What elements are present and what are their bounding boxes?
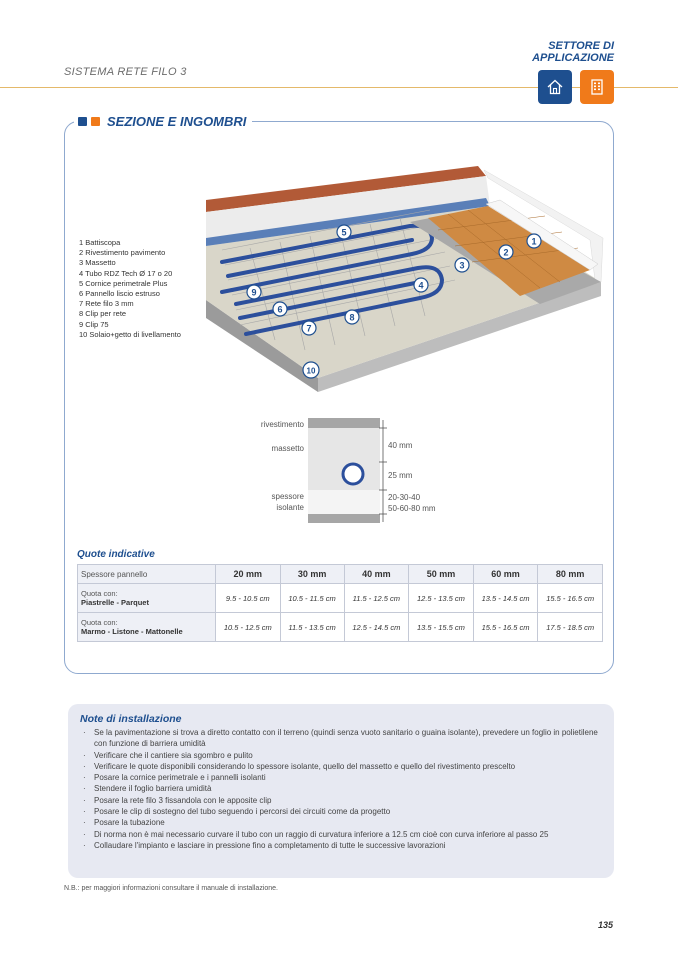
table-cell: 10.5 - 11.5 cm <box>280 584 344 613</box>
list-item: · Stendere il foglio barriera umidità <box>80 783 602 794</box>
list-item: · Verificare che il cantiere sia sgombro e pulito <box>80 750 602 761</box>
legend-item: 5 Cornice perimetrale Plus <box>79 278 168 288</box>
header-cell: 60 mm <box>473 565 538 584</box>
table-cell: 11.5 - 12.5 cm <box>344 584 409 613</box>
table-cell: 10.5 - 12.5 cm <box>216 613 281 642</box>
layer-slab <box>308 514 380 523</box>
table-row <box>78 613 603 642</box>
legend-item: 7 Rete filo 3 mm <box>79 299 134 309</box>
svg-text:8: 8 <box>349 312 355 323</box>
table-cell: 12.5 - 13.5 cm <box>409 584 474 613</box>
header-cell: 30 mm <box>280 565 344 584</box>
quote-table <box>77 564 603 642</box>
svg-text:7: 7 <box>306 323 312 334</box>
notes-title: Note di installazione <box>80 713 182 725</box>
sector-heading-line2: APPLICAZIONE <box>532 52 614 64</box>
dim-25mm: 25 mm <box>388 471 413 480</box>
legend-item: 3 Massetto <box>79 258 116 268</box>
legend-item: 2 Rivestimento pavimento <box>79 248 166 258</box>
table-cell: 15.5 - 16.5 cm <box>538 584 603 613</box>
header-cell: 50 mm <box>409 565 474 584</box>
system-title: SISTEMA RETE FILO 3 <box>64 66 187 78</box>
header-cell: 40 mm <box>344 565 409 584</box>
installation-notes <box>68 704 614 878</box>
footnote: N.B.: per maggiori informazioni consultare il manuale di installazione. <box>64 885 278 892</box>
list-item: · Di norma non è mai necessario curvare il tubo con un raggio di curvatura inferiore a 12.5 cm cioè con curva inferiore al passo 25 <box>80 829 602 840</box>
header-cell: 20 mm <box>216 565 281 584</box>
table-cell: 11.5 - 13.5 cm <box>280 613 344 642</box>
header-cell: Spessore pannello <box>78 565 216 584</box>
pipe-section-icon <box>343 464 363 484</box>
list-item: · Posare la tubazione <box>80 817 602 828</box>
legend-item: 1 Battiscopa <box>79 238 121 247</box>
svg-text:10: 10 <box>306 366 316 376</box>
notes-list <box>80 727 602 851</box>
svg-text:9: 9 <box>251 287 257 298</box>
list-item: · Verificare le quote disponibili considerando lo spessore isolante, quello del massetto e quello del rivestimento prescelto <box>80 761 602 772</box>
table-cell: 17.5 - 18.5 cm <box>538 613 603 642</box>
dimension-lines <box>379 420 387 522</box>
svg-text:1: 1 <box>531 236 537 247</box>
section-title-text: SEZIONE E INGOMBRI <box>107 114 247 129</box>
legend-item: 4 Tubo RDZ Tech Ø 17 o 20 <box>79 268 173 278</box>
table-cell: 9.5 - 10.5 cm <box>216 584 281 613</box>
svg-text:4: 4 <box>418 280 424 291</box>
dim-insulation-1: 20-30-40 <box>388 493 421 502</box>
row-label: Quota con: Marmo - Listone - Mattonelle <box>78 613 216 642</box>
row-label: Quota con: Piastrelle - Parquet <box>78 584 216 613</box>
layer-covering <box>308 418 380 428</box>
label-isolante: isolante <box>276 503 304 512</box>
label-rivestimento: rivestimento <box>260 420 304 429</box>
svg-text:2: 2 <box>503 247 509 258</box>
dim-insulation-2: 50-60-80 mm <box>388 504 436 513</box>
table-cell: 13.5 - 15.5 cm <box>409 613 474 642</box>
label-massetto: massetto <box>271 444 304 453</box>
svg-text:5: 5 <box>341 227 347 238</box>
table-header-row <box>78 565 603 584</box>
list-item: · Posare la rete filo 3 fissandola con le apposite clip <box>80 795 602 806</box>
label-spessore: spessore <box>271 492 304 501</box>
svg-text:3: 3 <box>459 260 465 271</box>
svg-text:6: 6 <box>277 304 283 315</box>
table-cell: 15.5 - 16.5 cm <box>473 613 538 642</box>
header-cell: 80 mm <box>538 565 603 584</box>
list-item: · Posare le clip di sostegno del tubo seguendo i percorsi dei circuiti come da progetto <box>80 806 602 817</box>
layer-insulation <box>308 490 380 514</box>
list-item: · Posare la cornice perimetrale e i pannelli isolanti <box>80 772 602 783</box>
sector-heading-line1: SETTORE DI <box>548 40 614 52</box>
list-item: · Se la pavimentazione si trova a diretto contatto con il terreno (quindi senza vuoto sanitario o guaina isolante), prevedere un foglio in polietilene con funzione di barriera umidità <box>80 727 602 750</box>
table-cell: 12.5 - 14.5 cm <box>344 613 409 642</box>
legend-item: 9 Clip 75 <box>79 319 109 329</box>
legend-item: 6 Pannello liscio estruso <box>79 289 160 299</box>
dim-40mm: 40 mm <box>388 441 413 450</box>
legend-item: 8 Clip per rete <box>79 309 127 319</box>
page-number: 135 <box>598 920 614 930</box>
legend-item: 10 Solaio+getto di livellamento <box>79 329 181 339</box>
table-row <box>78 584 603 613</box>
list-item: · Collaudare l'impianto e lasciare in pressione fino a completamento di tutte le successive lavorazioni <box>80 840 602 851</box>
table-cell: 13.5 - 14.5 cm <box>473 584 538 613</box>
quote-title: Quote indicative <box>77 549 155 560</box>
